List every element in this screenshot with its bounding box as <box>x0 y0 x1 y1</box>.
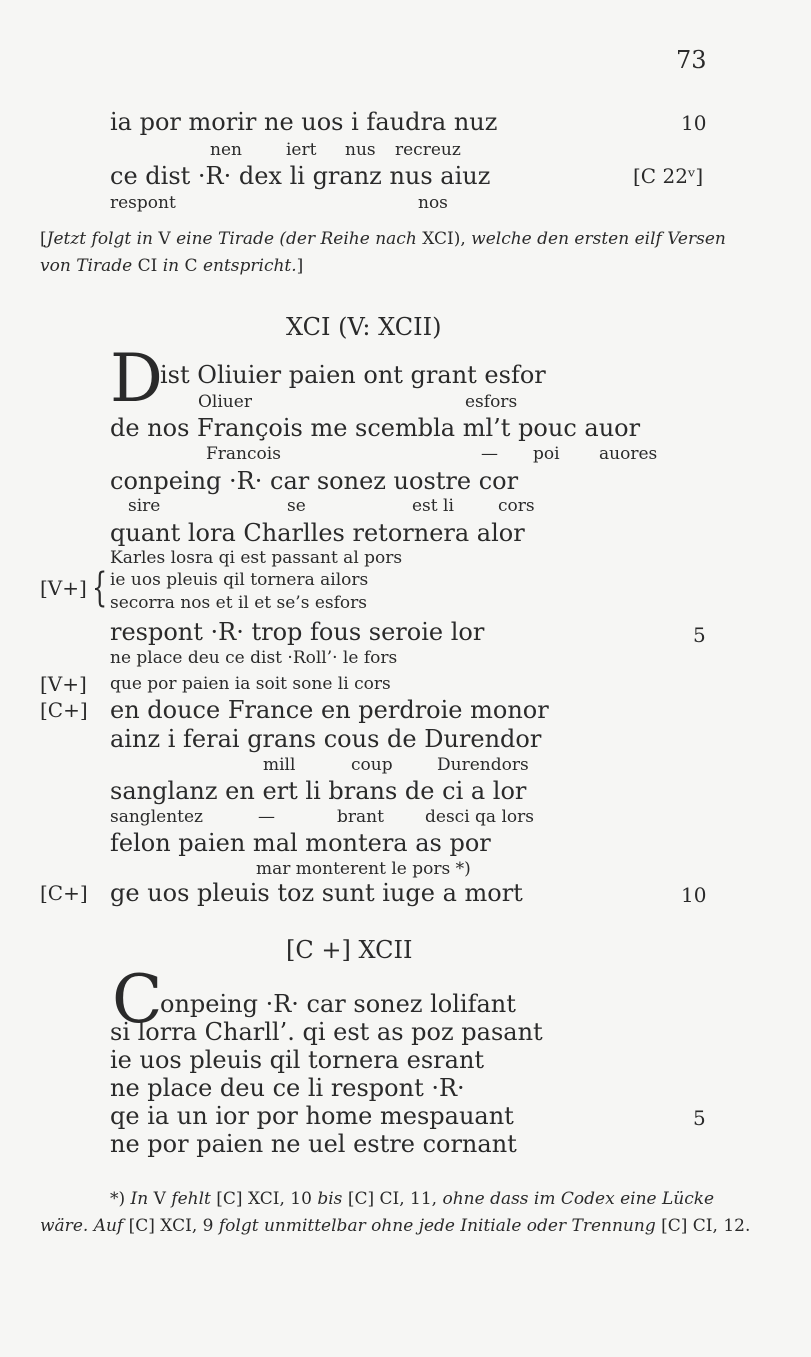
variant-line: que por paien ia soit sone li cors <box>110 674 391 694</box>
variant-word: coup <box>351 755 393 775</box>
variant-word: mill <box>263 755 296 775</box>
variant-word: sanglentez <box>110 807 203 827</box>
variant-word: se <box>287 496 306 516</box>
verse-line: ne por paien ne uel estre cornant <box>110 1130 517 1158</box>
variant-word: — <box>258 807 275 827</box>
siglum: [C+] <box>40 881 88 905</box>
initial-letter: C <box>112 961 163 1038</box>
verse-line: ge uos pleuis toz sunt iuge a mort <box>110 879 523 907</box>
manuscript-reference: [C 22ᵛ] <box>633 164 704 188</box>
footnote: *) In V fehlt [C] XCI, 10 bis [C] CI, 11, ohne dass im Codex eine Lücke wäre. Auf [C] XCI, 9 folgt unmittelbar ohne jede Initiale oder Trennung [C] CI, 12. <box>40 1189 751 1236</box>
variant-word: iert <box>286 140 317 160</box>
siglum: [C+] <box>40 698 88 722</box>
initial-letter: D <box>110 340 163 417</box>
siglum: [V+] <box>40 576 87 600</box>
variant-line: Karles losra qi est passant al pors <box>110 548 403 568</box>
verse-line: ce dist ·R· dex li granz nus aiuz <box>110 162 491 190</box>
variant-word: est li <box>412 496 454 516</box>
variant-word: desci qa lors <box>425 807 534 827</box>
variant-word: Durendors <box>437 755 529 775</box>
variant-line: ie uos pleuis qil tornera ailors <box>110 570 369 590</box>
verse-line: ainz i ferai grans cous de Durendor <box>110 725 542 753</box>
line-number: 5 <box>693 623 706 647</box>
verse-line: conpeing ·R· car sonez uostre cor <box>110 467 519 495</box>
variant-word: — <box>481 444 498 464</box>
variant-word: auores <box>599 444 658 464</box>
verse-line: sanglanz en ert li brans de ci a lor <box>110 777 527 805</box>
variant-word: brant <box>337 807 384 827</box>
tirade-heading: [C +] XCII <box>286 936 413 964</box>
verse-line: ne place deu ce li respont ·R· <box>110 1074 465 1102</box>
verse-line: en douce France en perdroie monor <box>110 696 549 724</box>
verse-line: ia por morir ne uos i faudra nuz <box>110 108 498 136</box>
variant-word: poi <box>533 444 560 464</box>
verse-line: si lorra Charll’. qi est as poz pasant <box>110 1018 543 1046</box>
variant-line: mar monterent le pors *) <box>256 859 471 879</box>
verse-line: qe ia un ior por home mespauant <box>110 1102 514 1130</box>
verse-line: ie uos pleuis qil tornera esrant <box>110 1046 485 1074</box>
variant-word: nos <box>418 193 448 213</box>
variant-word: nus <box>345 140 376 160</box>
siglum: [V+] <box>40 672 87 696</box>
variant-word: respont <box>110 193 176 213</box>
page-number: 73 <box>676 46 707 74</box>
verse-line: felon paien mal montera as por <box>110 829 491 857</box>
tirade-heading: XCI (V: XCII) <box>286 313 442 341</box>
variant-word: cors <box>498 496 535 516</box>
variant-line: ne place deu ce dist ·Roll’· le fors <box>110 648 398 668</box>
verse-line: onpeing ·R· car sonez lolifant <box>160 990 516 1018</box>
line-number: 5 <box>693 1106 706 1130</box>
variant-word: sire <box>128 496 161 516</box>
variant-word: esfors <box>465 392 518 412</box>
variant-word: Oliuer <box>198 392 252 412</box>
brace-icon: { <box>92 565 108 611</box>
variant-line: secorra nos et il et se’s esfors <box>110 593 367 613</box>
variant-word: Francois <box>206 444 281 464</box>
verse-line: quant lora Charlles retornera alor <box>110 519 525 547</box>
variant-word: recreuz <box>395 140 461 160</box>
verse-line: de nos François me scembla ml’t pouc auor <box>110 414 641 442</box>
line-number: 10 <box>681 111 707 135</box>
editorial-note: [Jetzt folgt in V eine Tirade (der Reihe nach XCI), welche den ersten eilf Versen von Tirade CI in C entspricht.] <box>40 229 726 276</box>
variant-word: nen <box>210 140 242 160</box>
verse-line: respont ·R· trop fous seroie lor <box>110 618 485 646</box>
line-number: 10 <box>681 883 707 907</box>
verse-line: ist Oliuier paien ont grant esfor <box>160 361 546 389</box>
